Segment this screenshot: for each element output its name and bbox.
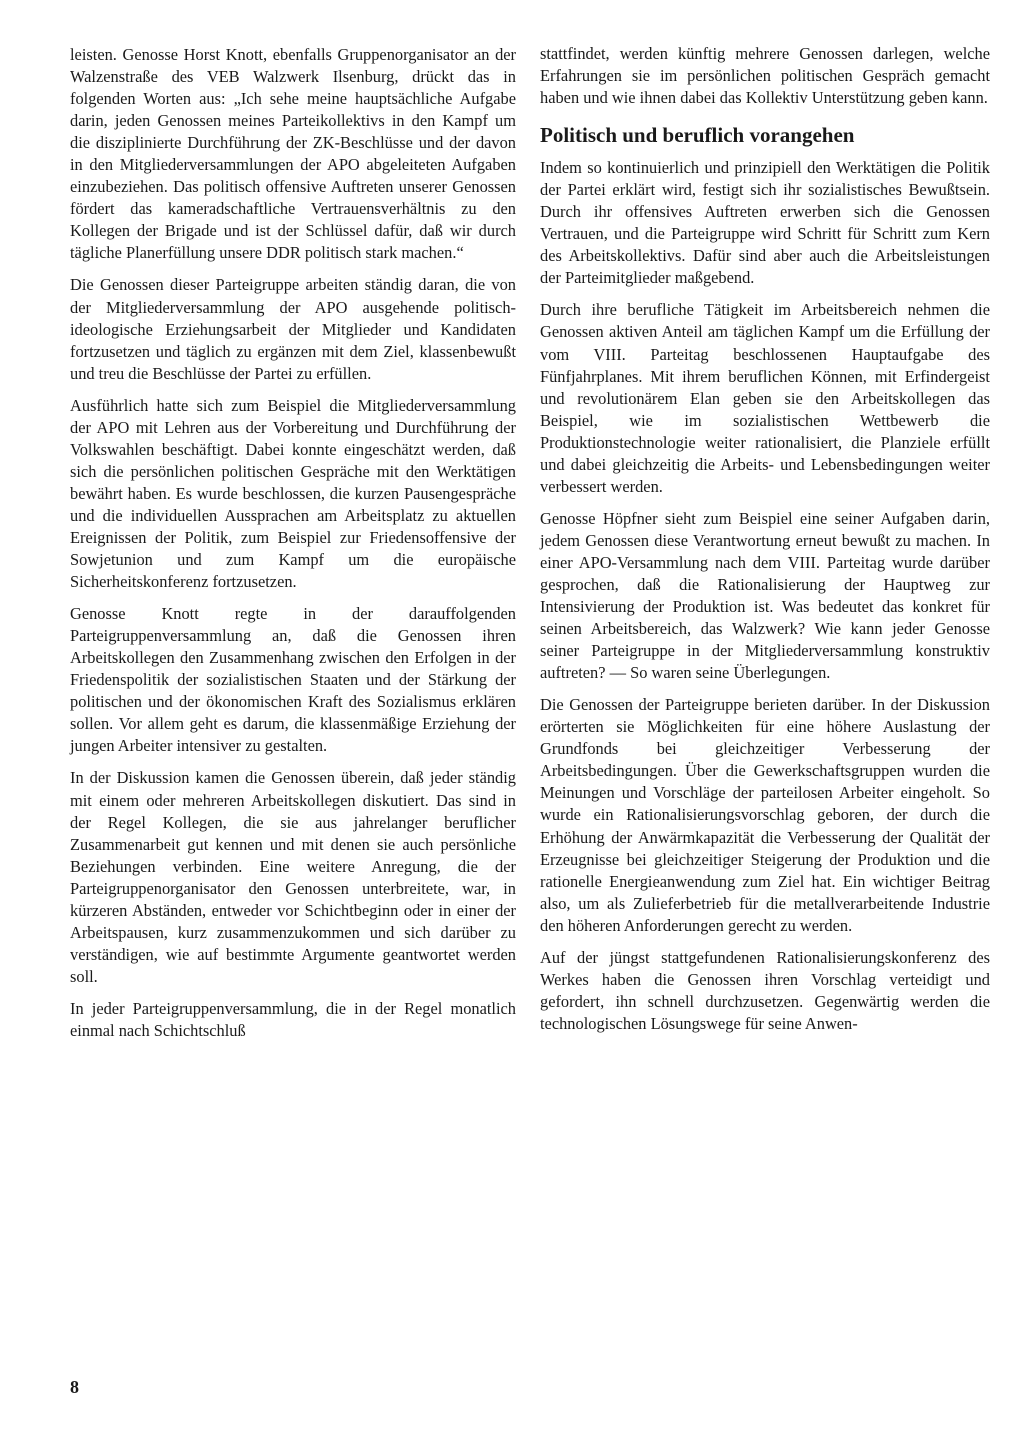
left-paragraph-6: In jeder Parteigruppenversammlung, die in der Regel monatlich einmal nach Schichtschluß — [70, 998, 516, 1040]
left-paragraph-4: Genosse Knott regte in der darauffolgenden Parteigruppenversammlung an, daß die Genossen ihren Arbeitskollegen den Zusammenhang zwischen den Erfolgen in der Friedenspolitik der sozialistischen Staaten und der Stärkung der politischen und der ökonomischen Kraft des Sozialismus erklären sollen. Vor allem geht es darum, die klassenmäßige Erziehung der jungen Arbeiter intensiver zu gestalten. — [70, 604, 516, 756]
section-heading: Politisch und beruflich vorangehen — [540, 123, 855, 148]
right-paragraph-1: Indem so kontinuierlich und prinzipiell den Werktätigen die Politik der Partei erklärt wird, festigt sich ihr sozialistisches Bewußtsein. Durch ihr offensives Auftreten erwerben sich die Genossen Vertrauen, und die Parteigruppe wird Schritt für Schritt zum Kern des Arbeitskollektivs. Dafür sind aber auch die Arbeitsleistungen der Parteimitglieder maßgebend. — [540, 158, 990, 288]
right-paragraph-4: Die Genossen der Parteigruppe berieten darüber. In der Diskussion erörterten sie Möglichkeiten für eine höhere Auslastung der Grundfonds bei gleichzeitiger Verbesserung der Arbeitsbedingungen. Über die Gewerkschaftsgruppen wurden die Meinungen und Vorschläge der parteilosen Arbeiter eingeholt. So wurde ein Rationalisierungsvorschlag geboren, der durch die Erhöhung der Anwärmkapazität die Verbesserung der Qualität der Erzeugnisse bei gleichzeitiger Steigerung der Produktion und die rationelle Energieanwendung zum Ziel hat. Ein wichtiger Beitrag also, um als Zulieferbetrieb für die metallverarbeitende Industrie den höheren Anforderungen gerecht zu werden. — [540, 695, 990, 935]
right-intro-paragraph: stattfindet, werden künftig mehrere Genossen darlegen, welche Erfahrungen sie im persönlichen politischen Gespräch gemacht haben und wie ihnen dabei das Kollektiv Unterstützung geben kann. — [540, 44, 990, 108]
right-column — [540, 43, 990, 1045]
left-column — [70, 44, 516, 1052]
right-paragraph-5: Auf der jüngst stattgefundenen Rationalisierungskonferenz des Werkes haben die Genossen ihren Vorschlag verteidigt und gefordert, ihn schnell durchzusetzen. Gegenwärtig werden die technologischen Lösungswege für seine Anwen- — [540, 947, 990, 1033]
left-paragraph-1: leisten. Genosse Horst Knott, ebenfalls Gruppenorganisator an der Walzenstraße des VEB Walzwerk Ilsenburg, drückt das in folgenden Worten aus: „Ich sehe meine hauptsächliche Aufgabe darin, jeden Genossen meines Parteikollektivs in den Kampf um die disziplinierte Durchführung der ZK-Beschlüsse und der davon in den Mitgliederversammlungen der APO abgeleiteten Aufgaben einzubeziehen. Das politisch offensive Auftreten unserer Genossen fördert das kameradschaftliche Vertrauensverhältnis zu den Kollegen der Brigade und ist der Schlüssel dafür, daß wir durch tägliche Planerfüllung unsere DDR politisch stark machen.“ — [70, 45, 516, 263]
right-paragraph-3: Genosse Höpfner sieht zum Beispiel eine seiner Aufgaben darin, jedem Genossen diese Verantwortung erneut bewußt zu machen. In einer APO-Versammlung nach dem VIII. Parteitag wurde darüber gesprochen, daß die Rationalisierung der Hauptweg zur Intensivierung der Produktion ist. Was bedeutet das konkret für seinen Arbeitsbereich, das Walzwerk? Wie kann jeder Genosse seiner Parteigruppe in der Mitgliederversammlung konstruktiv auftreten? — So waren seine Überlegungen. — [540, 508, 990, 683]
left-paragraph-3: Ausführlich hatte sich zum Beispiel die Mitgliederversammlung der APO mit Lehren aus der Vorbereitung und Durchführung der Volkswahlen beschäftigt. Dabei konnte eingeschätzt werden, daß sich die persönlichen politischen Gespräche mit den Werktätigen bewährt haben. Es wurde beschlossen, die kurzen Pausengespräche und die individuellen Aussprachen am Arbeitsplatz zu aktuellen Ereignissen der Politik, zum Beispiel zur Friedensoffensive der Sowjetunion und zum Kampf um die europäische Sicherheitskonferenz fortzusetzen. — [70, 395, 516, 592]
right-paragraph-2: Durch ihre berufliche Tätigkeit im Arbeitsbereich nehmen die Genossen aktiven Anteil am täglichen Kampf um die Erfüllung der vom VIII. Parteitag beschlossenen Hauptaufgabe des Fünfjahrplanes. Mit ihrem beruflichen Können, mit Erfindergeist und revolutionärem Elan geben sie den Arbeitskollegen das Beispiel, wie im sozialistischen Wettbewerb die Produktionstechnologie weiter rationalisiert, die Planziele erfüllt und dabei gleichzeitig die Arbeits- und Lebensbedingungen weiter verbessert werden. — [540, 300, 990, 496]
left-paragraph-5: In der Diskussion kamen die Genossen überein, daß jeder ständig mit einem oder mehreren Arbeitskollegen diskutiert. Das sind in der Regel Kollegen, die sie aus jahrelanger beruflicher Zusammenarbeit gut kennen und mit denen sie auch persönliche Beziehungen verbinden. Eine weitere Anregung, die der Parteigruppenorganisator den Genossen unterbreitete, war, in kürzeren Abständen, entweder vor Schichtbeginn oder in einer der Arbeitspausen, kurz zusammenzukommen und sich darüber zu verständigen, wie auf bestimmte Argumente geantwortet werden soll. — [70, 768, 516, 986]
left-paragraph-2: Die Genossen dieser Parteigruppe arbeiten ständig daran, die von der Mitgliederversammlung der APO ausgehende politisch-ideologische Erziehungsarbeit der Mitglieder und Kandidaten fortzusetzen und täglich zu ergänzen mit dem Ziel, klassenbewußt und treu die Beschlüsse der Partei zu erfüllen. — [70, 275, 516, 383]
page-number: 8 — [70, 1377, 79, 1397]
